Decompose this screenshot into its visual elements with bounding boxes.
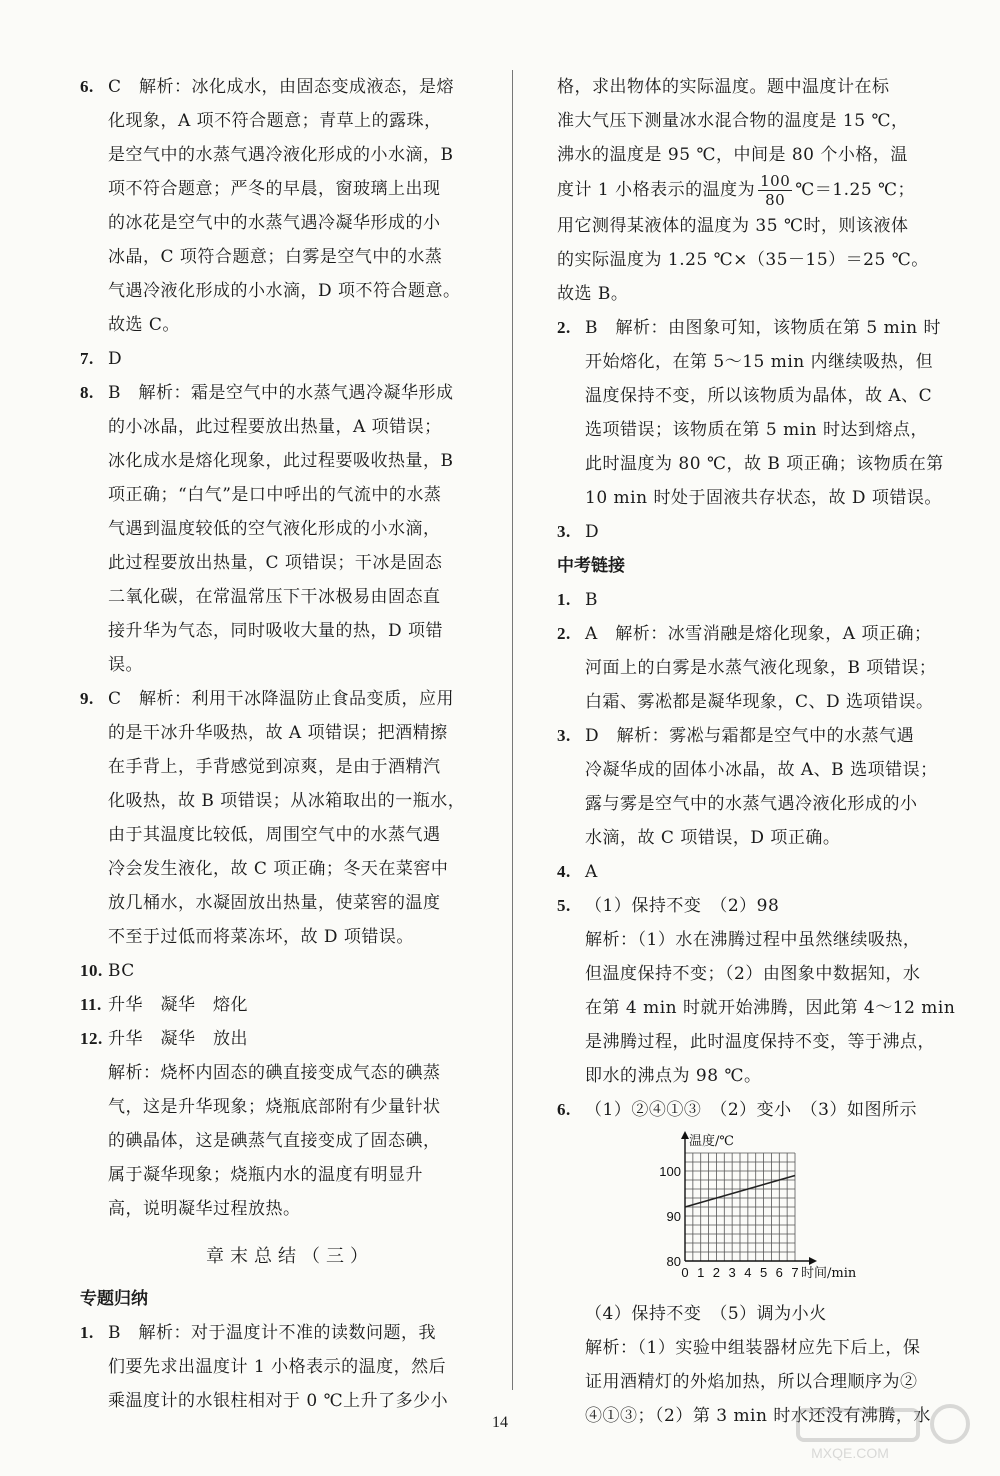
question-number: 1. [557,590,571,609]
question-number: 6. [557,1100,571,1119]
question-number: 7. [80,349,94,368]
text-line [557,923,977,957]
line-text: 在第 4 min 时就开始沸腾，因此第 4～12 min [585,998,956,1018]
line-text: 冷会发生液化，故 C 项正确；冬天在菜窖中 [108,859,449,879]
text-line [80,1316,500,1350]
line-text: 10 min 时处于固液共存状态，故 D 项错误。 [585,488,942,508]
line-text: 是空气中的水蒸气遇冷液化形成的小水滴，B [108,145,454,165]
y-tick-label: 80 [666,1254,681,1269]
text-line [80,648,500,682]
fraction-numerator: 100 [760,172,791,190]
text-line [80,546,500,580]
text-line [80,410,500,444]
text-line [557,345,977,379]
line-text: 误。 [108,655,143,675]
line-text: 即水的沸点为 98 ℃。 [585,1066,762,1086]
x-tick-label: 0 [681,1265,689,1280]
question-number: 6. [80,77,94,96]
text-line [80,444,500,478]
y-tick-label: 100 [659,1164,681,1179]
section-title-topic-summary: 专题归纳 [80,1289,148,1309]
y-axis-arrow [681,1131,689,1139]
x-tick-label: 2 [712,1265,721,1280]
question-number: 10. [80,961,103,980]
line-text: 接升华为气态，同时吸收大量的热，D 项错 [108,621,444,641]
line-text: B 解析：对于温度计不准的读数问题，我 [108,1323,436,1343]
text-line [80,512,500,546]
line-text: 化现象，A 项不符合题意；青草上的露珠， [108,111,442,131]
line-text: 升华 凝华 熔化 [108,995,248,1015]
text-line [80,920,500,954]
line-text: 格，求出物体的实际温度。题中温度计在标 [557,77,890,97]
line-text: A [585,862,598,882]
watermark-logo [790,1402,980,1462]
text-line [80,954,500,988]
line-text: 露与雾是空气中的水蒸气遇冷液化形成的小 [585,794,918,814]
line-text: （1）保持不变 （2）98 [585,896,780,916]
text-line [557,991,977,1025]
line-text: 水滴，故 C 项错误，D 项正确。 [585,828,841,848]
line-text: 的小冰晶，此过程要放出热量，A 项错误； [108,417,442,437]
answer-list-b [557,209,977,549]
question-number: 1. [80,1323,94,1342]
fraction-line-after: ℃＝1.25 ℃； [795,180,916,200]
line-text: 开始熔化，在第 5～15 min 内继续吸热，但 [585,352,934,372]
x-tick-label: 4 [744,1265,752,1280]
chart-area [557,1127,977,1297]
line-text: 河面上的白雾是水蒸气液化现象，B 项错误； [585,658,937,678]
line-text: 冰晶，C 项符合题意；白雾是空气中的水蒸 [108,247,443,267]
fraction-line-before: 度计 1 小格表示的温度为 [557,180,756,200]
line-text: 二氧化碳，在常温常压下干冰极易由固态直 [108,587,441,607]
line-text: 此过程要放出热量，C 项错误；干冰是固态 [108,553,443,573]
question-number: 9. [80,689,94,708]
text-line [557,1297,977,1331]
question-number: 11. [80,995,102,1014]
line-text: 化吸热，故 B 项错误；从冰箱取出的一瓶水， [108,791,466,811]
text-line [557,1025,977,1059]
line-text: 项不符合题意；严冬的早晨，窗玻璃上出现 [108,179,441,199]
text-line [80,818,500,852]
line-text: 们要先求出温度计 1 小格表示的温度，然后 [108,1357,447,1377]
text-line [557,753,977,787]
x-tick-label: 3 [728,1265,736,1280]
x-tick-label: 6 [775,1265,783,1280]
text-line [557,787,977,821]
text-line [557,70,977,104]
line-text: 升华 凝华 放出 [108,1029,248,1049]
line-text: 的是干冰升华吸热，故 A 项错误；把酒精擦 [108,723,448,743]
line-text: 解析：烧杯内固态的碘直接变成气态的碘蒸 [108,1063,441,1083]
text-line [80,1090,500,1124]
text-line [557,311,977,345]
text-line [557,685,977,719]
text-line [80,1124,500,1158]
text-line [557,957,977,991]
line-text: 准大气压下测量冰水混合物的温度是 15 ℃， [557,111,909,131]
line-text: 乘温度计的水银柱相对于 0 ℃上升了多少小 [108,1391,449,1411]
line-text: D [108,349,123,369]
text-line [557,719,977,753]
text-line [557,138,977,172]
exam-answer-list [557,583,977,1127]
text-line [80,886,500,920]
question-number: 12. [80,1029,103,1048]
question-number: 5. [557,896,571,915]
line-text: 在手背上，手背感觉到凉爽，是由于酒精汽 [108,757,441,777]
text-line [80,1158,500,1192]
text-line [80,70,500,104]
question-number: 2. [557,624,571,643]
line-text: D 解析：雾凇与霜都是空气中的水蒸气遇 [585,726,915,746]
text-line [80,274,500,308]
line-text: 的冰花是空气中的水蒸气遇冷凝华形成的小 [108,213,441,233]
line-text: 由于其温度比较低，周围空气中的水蒸气遇 [108,825,441,845]
question-number: 2. [557,318,571,337]
text-line [80,682,500,716]
line-text: 冰化成水是熔化现象，此过程要吸收热量，B [108,451,454,471]
text-line [557,889,977,923]
text-line [557,243,977,277]
line-text: 项正确；“白气”是口中呼出的气流中的水蒸 [108,485,442,505]
text-line [557,1331,977,1365]
line-text: （1）②④①③ （2）变小 （3）如图所示 [585,1100,917,1120]
question-number: 3. [557,726,571,745]
line-text: 属于凝华现象；烧瓶内水的温度有明显升 [108,1165,423,1185]
line-text: 气遇到温度较低的空气液化形成的小水滴， [108,519,441,539]
line-text: B [585,590,598,610]
column-divider [512,70,513,1390]
text-line [80,988,500,1022]
text-line [80,1350,500,1384]
text-line [80,716,500,750]
line-text: A 解析：冰雪消融是熔化现象，A 项正确； [585,624,932,644]
line-text: BC [108,961,135,981]
text-line [80,614,500,648]
text-line [80,342,500,376]
text-line [80,580,500,614]
x-axis-arrow [809,1257,817,1265]
x-tick-label: 5 [759,1265,768,1280]
text-line [80,138,500,172]
line-text: 故选 B。 [557,284,629,304]
text-line [557,821,977,855]
y-tick-label: 90 [666,1209,681,1224]
text-line [80,240,500,274]
question-number: 4. [557,862,571,881]
text-line [80,1384,500,1418]
text-line [80,478,500,512]
text-line [80,1022,500,1056]
chapter-title: 章末总结（三） [206,1246,374,1267]
line-text: C 解析：利用干冰降温防止食品变质，应用 [108,689,455,709]
line-text: D [585,522,600,542]
line-text: 冷凝华成的固体小冰晶，故 A、B 选项错误； [585,760,938,780]
text-line [80,376,500,410]
left-column [80,70,500,1418]
text-line [557,481,977,515]
line-text: 解析：（1）实验中组装器材应先下后上，保 [585,1338,921,1358]
left-answer-list [80,70,500,1226]
line-text: 选项错误；该物质在第 5 min 时达到熔点， [585,420,929,440]
text-line [557,447,977,481]
topic-answer-list [80,1316,500,1418]
line-text: 白霜、雾凇都是凝华现象，C、D 选项错误。 [585,692,934,712]
line-text: 解析：（1）水在沸腾过程中虽然继续吸热， [585,930,921,950]
text-line [80,104,500,138]
text-line [80,1056,500,1090]
line-text: 高，说明凝华过程放热。 [108,1199,301,1219]
line-text: B 解析：霜是空气中的水蒸气遇冷凝华形成 [108,383,454,403]
fraction-denominator: 80 [765,191,786,209]
line-text: （4）保持不变 （5）调为小火 [585,1304,827,1324]
line-text: 证用酒精灯的外焰加热，所以合理顺序为② [585,1372,918,1392]
fraction-line [557,172,977,209]
question-number: 3. [557,522,571,541]
right-column [557,70,977,1433]
text-line [557,277,977,311]
text-line [80,172,500,206]
text-line [557,515,977,549]
question-number: 8. [80,383,94,402]
x-axis-label: 时间/min [801,1266,857,1281]
line-text: 放几桶水，水凝固放出热量，使菜窖的温度 [108,893,441,913]
line-text: 用它测得某液体的温度为 35 ℃时，则该液体 [557,216,909,236]
line-text: 沸水的温度是 95 ℃，中间是 80 个小格，温 [557,145,908,165]
text-line [80,206,500,240]
section-title-exam-link: 中考链接 [557,556,625,576]
text-line [80,308,500,342]
line-text: 气，这是升华现象；烧瓶底部附有少量针状 [108,1097,441,1117]
line-text: 的实际温度为 1.25 ℃×（35－15）＝25 ℃。 [557,250,929,270]
text-line [557,413,977,447]
line-text: 气遇冷液化形成的小水滴，D 项不符合题意。 [108,281,461,301]
continued-answer [557,70,977,172]
x-tick-label: 1 [697,1265,705,1280]
text-line [80,750,500,784]
fraction [758,172,792,209]
text-line [557,617,977,651]
text-line [557,209,977,243]
text-line [557,583,977,617]
text-line [80,1192,500,1226]
line-text: 温度保持不变，所以该物质为晶体，故 A、C [585,386,933,406]
line-text: B 解析：由图象可知，该物质在第 5 min 时 [585,318,942,338]
line-text: 不至于过低而将菜冻坏，故 D 项错误。 [108,927,414,947]
line-text: 故选 C。 [108,315,180,335]
text-line [557,651,977,685]
text-line [557,855,977,889]
line-text: 此时温度为 80 ℃，故 B 项正确；该物质在第 [585,454,944,474]
y-axis-label: 温度/℃ [689,1134,734,1149]
text-line [80,784,500,818]
text-line [557,1093,977,1127]
text-line [557,1365,977,1399]
text-line [557,379,977,413]
text-line [557,1059,977,1093]
svg-text:MXQE.COM: MXQE.COM [811,1445,889,1461]
line-text: 是沸腾过程，此时温度保持不变，等于沸点， [585,1032,935,1052]
line-text: 但温度保持不变；（2）由图象中数据知，水 [585,964,921,984]
page-number: 14 [492,1414,508,1431]
line-text: C 解析：冰化成水，由固态变成液态，是熔 [108,77,455,97]
line-text: 的碘晶体，这是碘蒸气直接变成了固态碘， [108,1131,441,1151]
temperature-time-chart [653,1131,893,1291]
text-line [80,852,500,886]
text-line [557,104,977,138]
x-tick-label: 7 [791,1265,799,1280]
line-text: ④①③；（2）第 3 min 时水还没有沸腾，水 [585,1406,931,1426]
